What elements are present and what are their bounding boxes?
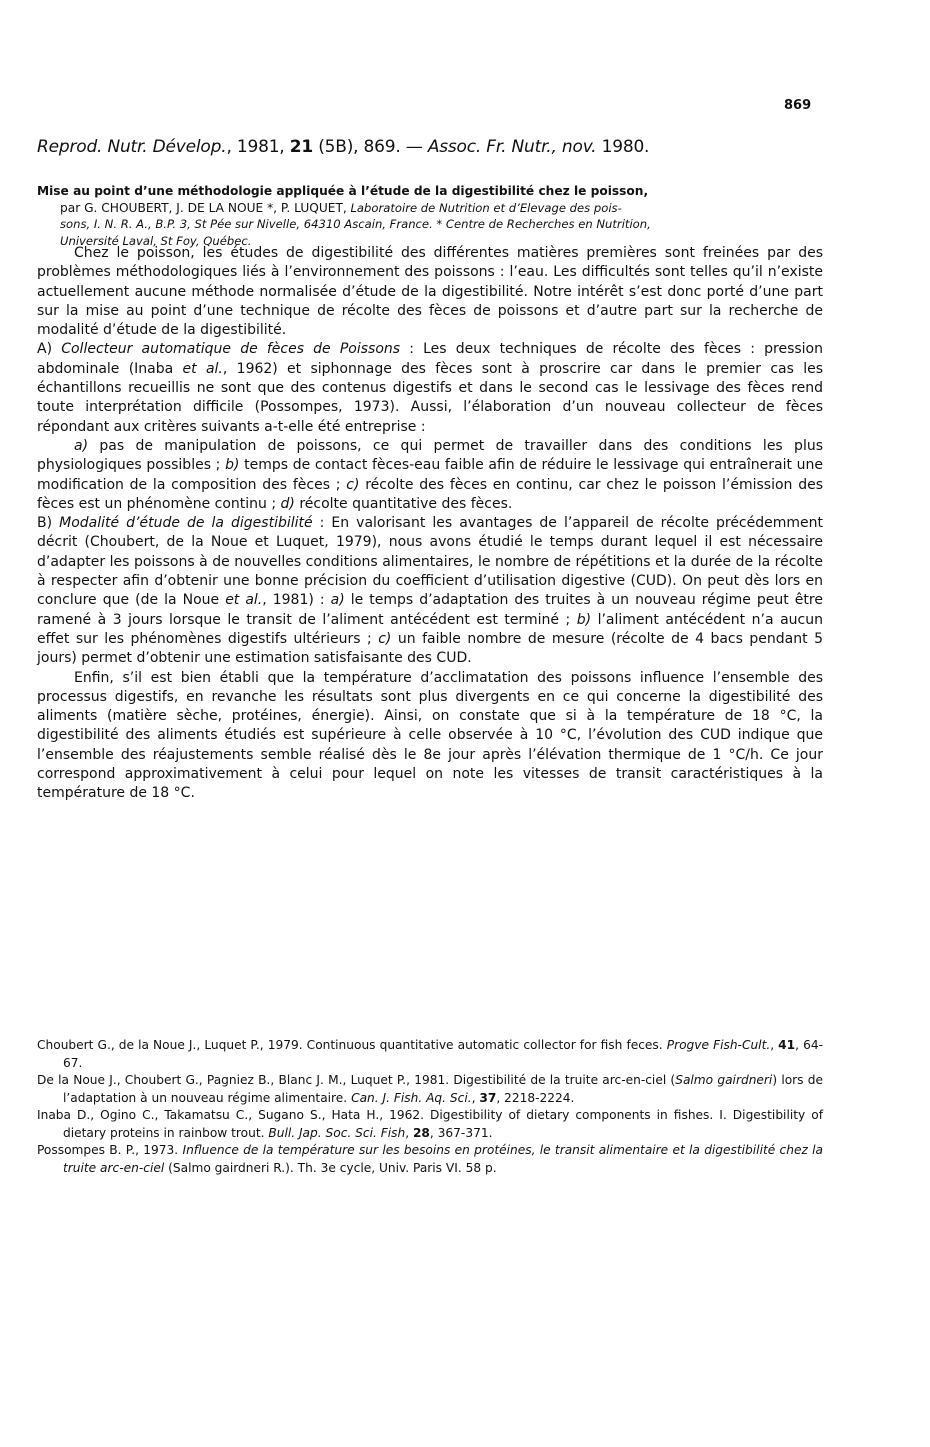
- section-a: A) Collecteur automatique de fèces de Poissons : Les deux techniques de récolte des fèces : pression abdominale (Inaba et al., 1962) et siphonnage des fèces sont à proscrire car dans le premier cas les échantillons recueillis ne sont que des contenus digestifs et dans le second cas le lessivage des fèces rend toute interprétation difficile (Possompes, 1973). Aussi, l’élaboration d’un nouveau collecteur de fèces répondant aux critères suivants a-t-elle été entreprise :: [37, 341, 823, 435]
- article-affiliation-line-3: Université Laval, St Foy, Québec.: [60, 233, 252, 248]
- references-list: [37, 1037, 823, 1177]
- article-authors: par G. CHOUBERT, J. DE LA NOUE *, P. LUQUET,: [60, 200, 347, 215]
- reference-item: Inaba D., Ogino C., Takamatsu C., Sugano S., Hata H., 1962. Digestibility of dietary components in fishes. I. Digestibility of dietary proteins in rainbow trout. Bull. Jap. Soc. Sci. Fish, 28, 367-371.: [37, 1108, 823, 1140]
- section-b: B) Modalité d’étude de la digestibilité : En valorisant les avantages de l’appareil de récolte précédemment décrit (Choubert, de la Noue et Luquet, 1979), nous avons étudié le temps durant lequel il est nécessaire d’adapter les poissons à de nouvelles conditions alimentaires, le nombre de répétitions et la durée de la récolte à respecter afin d’obtenir une bonne précision du coefficient d’utilisation digestive (CUD). On peut dès lors en conclure que (de la Noue et al., 1981) : a) le temps d’adaptation des truites à un nouveau régime peut être ramené à 3 jours lorsque le transit de l’aliment antécédent est terminé ; b) l’aliment antécédent n’a aucun effet sur les phénomènes digestifs ultérieurs ; c) un faible nombre de mesure (récolte de 4 bacs pendant 5 jours) permet d’obtenir une estimation satisfaisante des CUD.: [37, 515, 823, 667]
- section-b-heading: Modalité d’étude de la digestibilité: [59, 515, 313, 532]
- paragraph-intro: Chez le poisson, les études de digestibilité des différentes matières premières sont freinées par des problèmes méthodologiques liés à l’environnement des poissons : l’eau. Les difficultés sont telles qu’il n’existe actuellement aucune méthode normalisée d’étude de la digestibilité. Notre intérêt s’est donc porté d’une part sur la mise au point d’une technique de récolte des fèces de poissons et d’autre part sur la recherche de modalité d’étude de la digestibilité.: [37, 245, 823, 339]
- article-title: Mise au point d’une méthodologie appliquée à l’étude de la digestibilité chez le poisson,: [37, 184, 649, 198]
- page-number: 869: [784, 98, 812, 113]
- reference-item: De la Noue J., Choubert G., Pagniez B., Blanc J. M., Luquet P., 1981. Digestibilité de la truite arc-en-ciel (Salmo gairdneri) lors de l’adaptation à un nouveau régime alimentaire. Can. J. Fish. Aq. Sci., 37, 2218-2224.: [37, 1073, 823, 1105]
- section-a-heading: Collecteur automatique de fèces de Poissons: [61, 341, 401, 358]
- journal-name: Reprod. Nutr. Dévelop.: [37, 137, 227, 157]
- article-affiliation: Laboratoire de Nutrition et d’Elevage des pois-: [346, 200, 622, 215]
- reference-item: Possompes B. P., 1973. Influence de la température sur les besoins en protéines, le transit alimentaire et la digestibilité chez la truite arc-en-ciel (Salmo gairdneri R.). Th. 3e cycle, Univ. Paris VI. 58 p.: [37, 1143, 823, 1175]
- reference-item: Choubert G., de la Noue J., Luquet P., 1979. Continuous quantitative automatic collector for fish feces. Progve Fish-Cult., 41, 64-67.: [37, 1038, 823, 1070]
- article-affiliation-line-2: sons, I. N. R. A., B.P. 3, St Pée sur Nivelle, 64310 Ascain, France. * Centre de Recherches en Nutrition,: [60, 217, 651, 231]
- association-name: Assoc. Fr. Nutr., nov.: [427, 137, 597, 157]
- journal-volume: 21: [289, 137, 313, 157]
- article-body: [37, 244, 823, 804]
- journal-header: Reprod. Nutr. Dévelop., 1981, 21 (5B), 869. — Assoc. Fr. Nutr., nov. 1980.: [37, 137, 650, 157]
- criteria-paragraph: a) pas de manipulation de poissons, ce qui permet de travailler dans des conditions les plus physiologiques possibles ; b) temps de contact fèces-eau faible afin de réduire le lessivage qui entraînerait une modification de la composition des fèces ; c) récolte des fèces en continu, car chez le poisson l’émission des fèces est un phénomène continu ; d) récolte quantitative des fèces.: [37, 437, 823, 512]
- article-title-block: [37, 183, 827, 249]
- paragraph-conclusion: Enfin, s’il est bien établi que la température d’acclimatation des poissons influence l’ensemble des processus digestifs, en revanche les résultats sont plus divergents en ce qui concerne la digestibilité des aliments (matière sèche, protéines, énergie). Ainsi, on constate que si à la température de 18 °C, la digestibilité des aliments étudiés est supérieure à celle observée à 10 °C, l’évolution des CUD indique que l’ensemble des réajustements semble réalisé dès le 8e jour après l’élévation thermique de 1 °C/h. Ce jour correspond approximativement à celui pour lequel on note les vitesses de transit caractéristiques à la température de 18 °C.: [37, 669, 823, 802]
